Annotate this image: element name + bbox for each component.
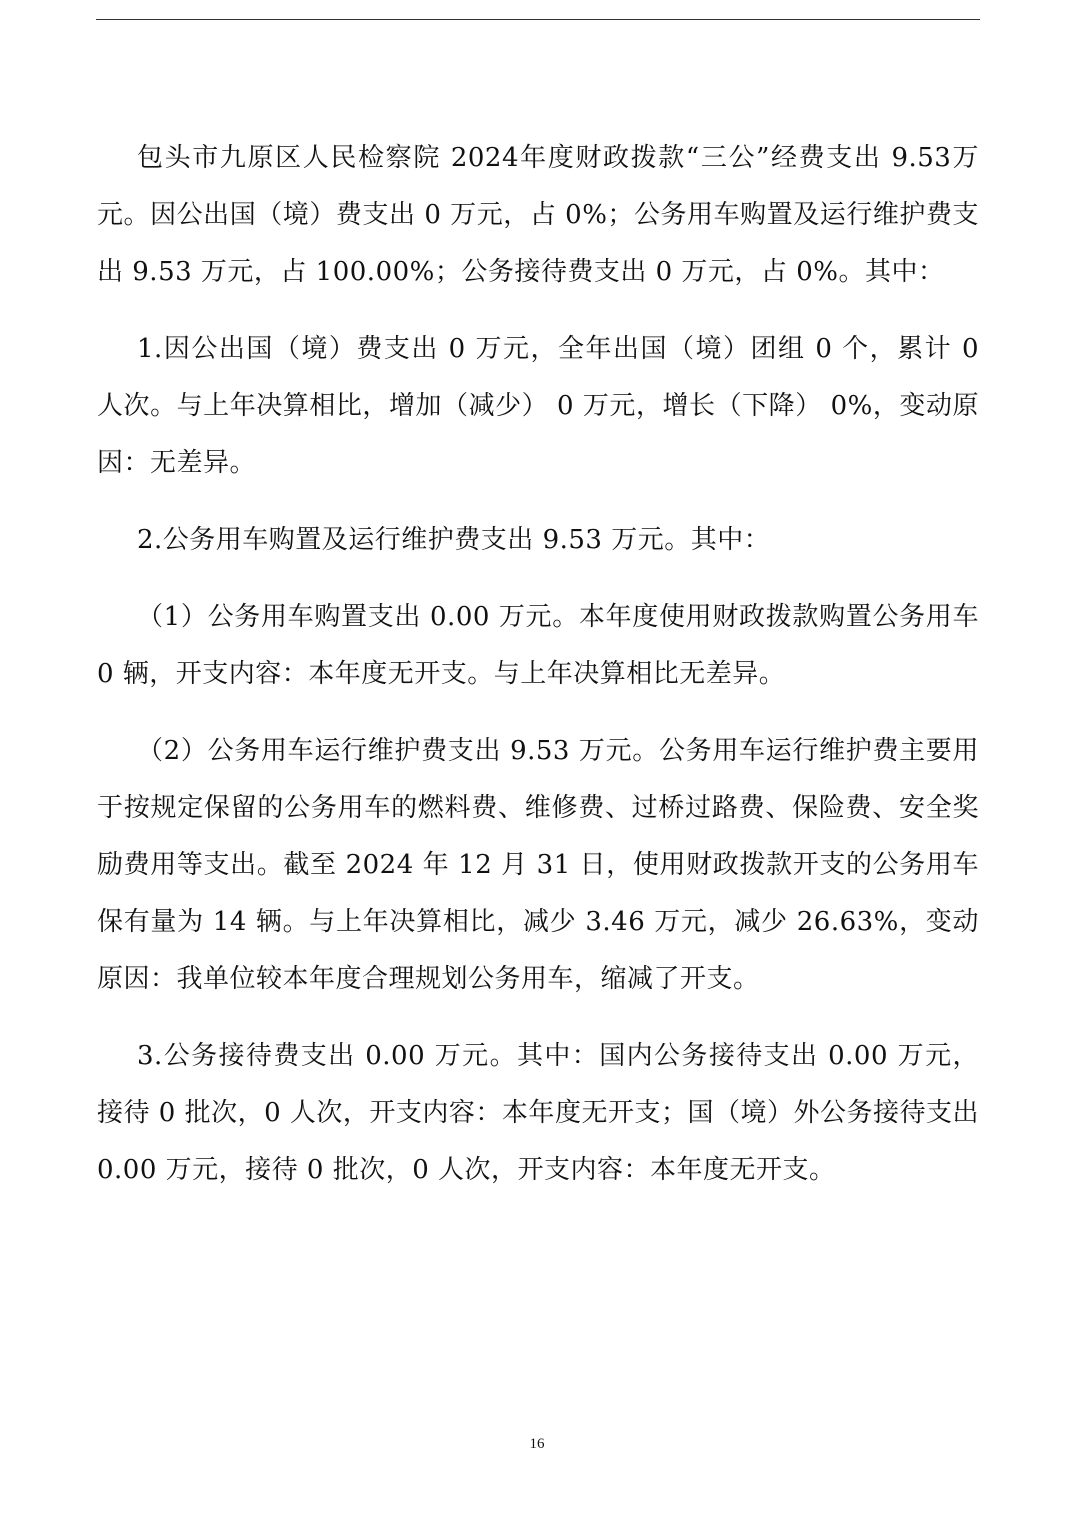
paragraph-item-1: 1.因公出国（境）费支出 0 万元，全年出国（境）团组 0 个，累计 0 人次。与上年决算相比，增加（减少） 0 万元，增长（下降） 0%，变动原因：无差异。: [97, 334, 979, 478]
page-number: 16: [529, 1436, 545, 1452]
paragraph-item-2-2: （2）公务用车运行维护费支出 9.53 万元。公务用车运行维护费主要用于按规定保留的公务用车的燃料费、维修费、过桥过路费、保险费、安全奖励费用等支出。截至 2024 年 12 月 31 日，使用财政拨款开支的公务用车保有量为 14 辆。与上年决算相比，减少 3.46 万元，减少 26.63%，变动原因：我单位较本年度合理规划公务用车，缩减了开支。: [97, 736, 979, 994]
document-body: [97, 130, 979, 1199]
paragraph-item-3: 3.公务接待费支出 0.00 万元。其中：国内公务接待支出 0.00 万元，接待 0 批次，0 人次，开支内容：本年度无开支；国（境）外公务接待支出 0.00 万元，接待 0 批次，0 人次，开支内容：本年度无开支。: [97, 1041, 979, 1185]
header-rule: [96, 19, 980, 20]
paragraph-item-2: 2.公务用车购置及运行维护费支出 9.53 万元。其中：: [137, 525, 771, 555]
paragraph-intro: 包头市九原区人民检察院 2024年度财政拨款“三公”经费支出 9.53万元。因公出国（境）费支出 0 万元，占 0%；公务用车购置及运行维护费支出 9.53 万元，占 100.00%；公务接待费支出 0 万元，占 0%。其中：: [97, 143, 979, 287]
paragraph-item-2-1: （1）公务用车购置支出 0.00 万元。本年度使用财政拨款购置公务用车 0 辆，开支内容：本年度无开支。与上年决算相比无差异。: [97, 602, 979, 689]
